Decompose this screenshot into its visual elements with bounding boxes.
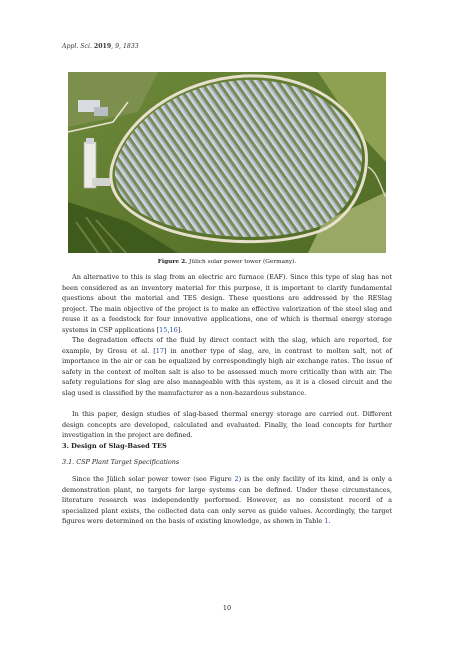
tower-base-building: [92, 178, 110, 186]
paragraph-text: ] in another type of slag, are, in contrast to molten salt, not of importance in the air or can be equalized by correspondingly high air exchange rates. The issue of safety in the context of molten salt is also to be assessed much more critically than with air. The safety regulations for slag are also manageable with this system, as it is a closed circuit and the slag used is classified by the manufacturer as a non-hazardous substance.: [62, 346, 392, 397]
aerial-photo: [68, 72, 386, 253]
paragraph-text: ,: [167, 325, 170, 334]
paragraph-text: .: [328, 517, 331, 526]
citation-link[interactable]: 17: [155, 346, 165, 355]
journal-volume: , 9, 1833: [111, 43, 139, 50]
paragraph: [62, 335, 392, 399]
paragraph-text: An alternative to this is slag from an electric arc furnace (EAF). Since this type of slag has not been considered as an inventory material for this purpose, it is important to clarify fundamental questions about the material and TES design. These questions are addressed by the RESlag project. The main objective of the project is to make an effective valorization of the steel slag and reuse it as a feedstock for four innovative applications, one of which is thermal energy storage systems in CSP applications [: [62, 273, 392, 334]
paragraph-text: In this paper, design studies of slag-based thermal energy storage are carried out. Different design concepts are developed, calculated and evaluated. Finally, the lead concepts for further investigation in the project are defined.: [62, 410, 392, 440]
section-heading: 3. Design of Slag-Based TES: [62, 442, 167, 450]
subsection-heading: 3.1. CSP Plant Target Specifications: [62, 458, 180, 466]
paragraph: [62, 409, 392, 441]
figure-link[interactable]: 2: [234, 475, 239, 483]
citation-link[interactable]: 15: [159, 325, 168, 334]
figure-caption: [62, 259, 392, 265]
paragraph-text: ].: [177, 325, 183, 334]
figure-caption-text: Jülich solar power tower (Germany).: [187, 259, 297, 265]
figure-label: Figure 2.: [157, 259, 188, 265]
page-number: 10: [222, 604, 232, 612]
running-header: [62, 43, 139, 50]
citation-link[interactable]: 16: [169, 325, 178, 334]
paragraph: [62, 272, 392, 336]
journal-year: 2019: [93, 43, 112, 50]
paragraph-text: The degradation effects of the fluid by direct contact with the slag, which are reported, for example, by Grosu et al. [: [62, 336, 392, 355]
table-link[interactable]: 1: [324, 517, 329, 526]
building-annex: [94, 107, 108, 116]
paragraph: [62, 474, 392, 527]
tower-receiver: [86, 138, 94, 144]
figure-photo: [68, 72, 386, 253]
paragraph-text: ) is the only facility of its kind, and is only a demonstration plant, no targets for large systems can be defined. Under these circumstances, literature research was independently performed. However, as no consistent record of a specialized plant exists, the collected data can only serve as guide values. Accordingly, the target figures were determined on the basis of existing knowledge, as shown in Table: [62, 475, 392, 526]
journal-name: Appl. Sci.: [62, 43, 92, 50]
paragraph-text: Since the Jülich solar power tower (see Figure: [72, 475, 235, 483]
